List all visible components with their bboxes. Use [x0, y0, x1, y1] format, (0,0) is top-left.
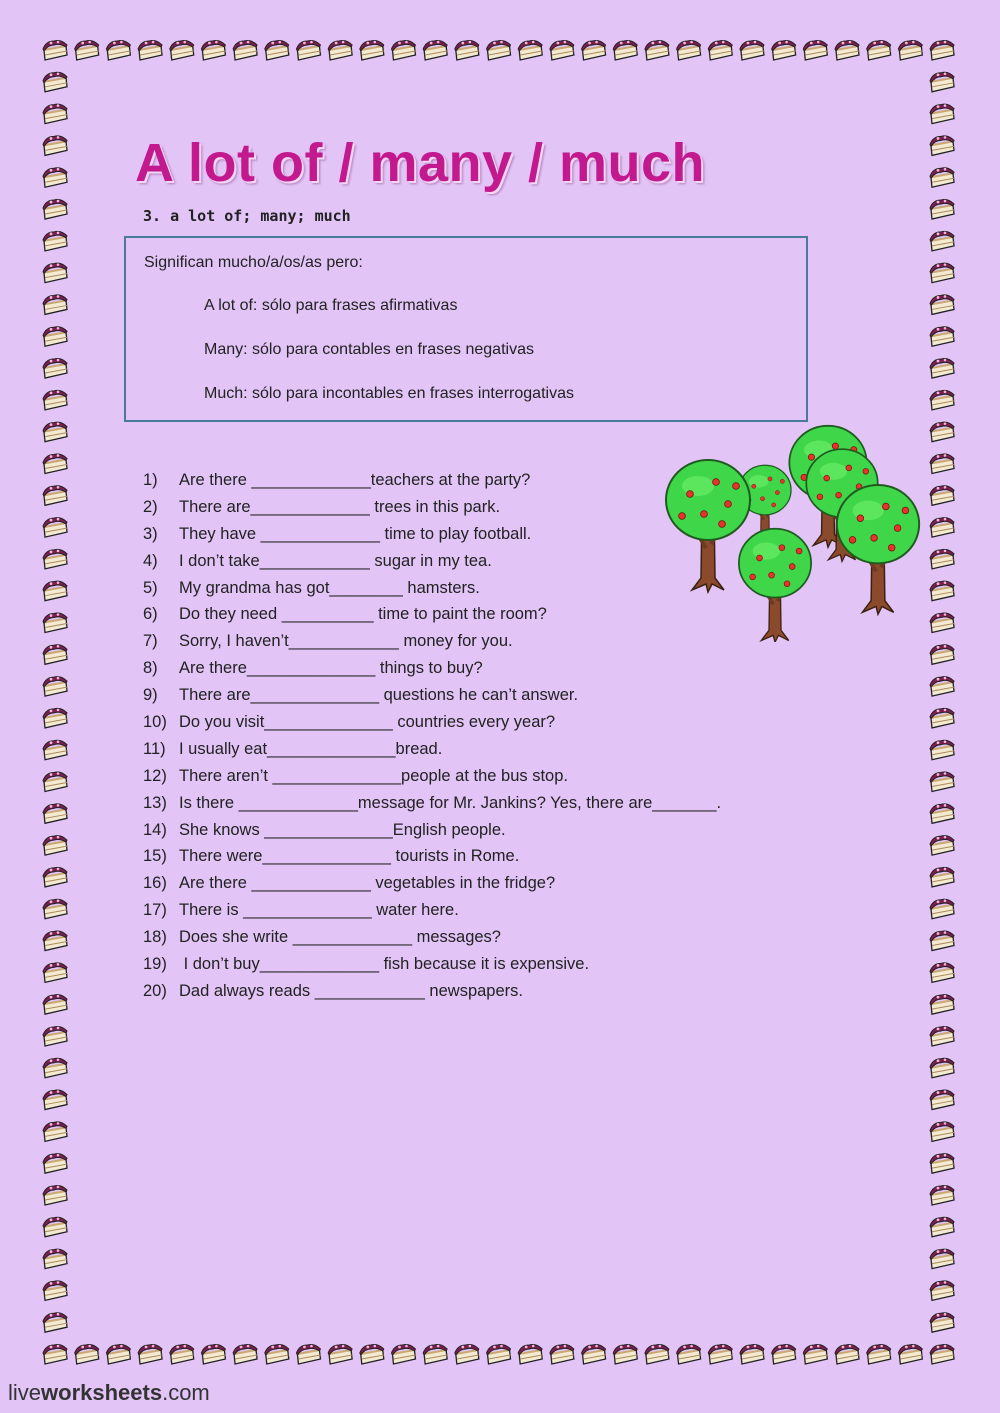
tree-left — [666, 460, 750, 592]
cake-icon — [43, 963, 67, 983]
cake-icon — [930, 168, 954, 188]
cake-icon — [867, 41, 891, 61]
exercise-item — [143, 845, 721, 872]
item-sentence: Do they need __________ time to paint the room? — [179, 605, 547, 624]
cake-icon — [75, 1345, 99, 1365]
item-number: 6) — [143, 605, 158, 624]
cake-icon — [930, 1026, 954, 1046]
cake-icon — [43, 1249, 67, 1269]
cake-icon — [43, 1026, 67, 1046]
cake-icon — [487, 1345, 511, 1365]
item-sentence: There were______________ tourists in Rome. — [179, 847, 520, 866]
rule-much: Much: sólo para incontables en frases interrogativas — [204, 385, 574, 402]
cake-icon — [772, 41, 796, 61]
exercise-item — [143, 496, 721, 523]
exercise-item — [143, 980, 721, 1007]
item-sentence: Do you visit______________ countries every year? — [179, 713, 556, 732]
item-number: 19) — [143, 955, 167, 974]
cake-icon — [43, 1217, 67, 1237]
cake-icon — [43, 549, 67, 569]
cake-icon — [740, 1345, 764, 1365]
cake-icon — [43, 1122, 67, 1142]
cake-icon — [106, 41, 130, 61]
item-number: 12) — [143, 766, 167, 785]
cake-icon — [930, 867, 954, 887]
tree-front — [739, 529, 811, 642]
rules-intro: Significan mucho/a/os/as pero: — [144, 254, 363, 271]
cake-icon — [265, 1345, 289, 1365]
cake-icon — [930, 740, 954, 760]
cake-icon — [613, 41, 637, 61]
cake-icon — [930, 804, 954, 824]
cake-icon — [43, 231, 67, 251]
item-sentence: Sorry, I haven’t____________ money for you. — [179, 632, 513, 651]
cake-icon — [867, 1345, 891, 1365]
cake-icon — [43, 1185, 67, 1205]
cake-icon — [740, 41, 764, 61]
exercise-item — [143, 684, 721, 711]
cake-icon — [550, 1345, 574, 1365]
cake-icon — [43, 1058, 67, 1078]
item-number: 3) — [143, 524, 158, 543]
item-number: 11) — [143, 739, 166, 758]
cake-icon — [170, 41, 194, 61]
cake-icon — [43, 72, 67, 92]
cake-icon — [835, 41, 859, 61]
cake-icon — [43, 1154, 67, 1174]
item-number: 20) — [143, 981, 167, 1000]
cake-icon — [233, 41, 257, 61]
item-sentence: Does she write _____________ messages? — [179, 928, 501, 947]
grammar-rules-box — [124, 236, 808, 422]
cake-icon — [930, 486, 954, 506]
cake-icon — [43, 104, 67, 124]
cake-icon — [930, 200, 954, 220]
cake-icon — [423, 41, 447, 61]
cake-icon — [930, 677, 954, 697]
cake-icon — [43, 359, 67, 379]
item-sentence: There is ______________ water here. — [179, 901, 459, 920]
cake-icon — [518, 41, 542, 61]
item-sentence: Dad always reads ____________ newspapers. — [179, 981, 523, 1000]
cake-icon — [43, 518, 67, 538]
cake-icon — [138, 1345, 162, 1365]
cake-icon — [930, 454, 954, 474]
cake-icon — [233, 1345, 257, 1365]
cake-icon — [391, 1345, 415, 1365]
cake-icon — [930, 1249, 954, 1269]
cake-icon — [75, 41, 99, 61]
item-number: 1) — [143, 471, 158, 489]
cake-icon — [930, 41, 954, 61]
cake-icon — [423, 1345, 447, 1365]
cake-icon — [930, 963, 954, 983]
cake-icon — [43, 772, 67, 792]
cake-icon — [930, 613, 954, 633]
item-number: 18) — [143, 928, 167, 947]
cake-icon — [43, 486, 67, 506]
item-number: 2) — [143, 497, 158, 516]
cake-icon — [296, 41, 320, 61]
cake-icon — [43, 613, 67, 633]
exercise-item — [143, 899, 721, 926]
item-number: 16) — [143, 874, 167, 893]
cake-icon — [835, 1345, 859, 1365]
cake-icon — [613, 1345, 637, 1365]
cake-icon — [43, 422, 67, 442]
cake-icon — [43, 995, 67, 1015]
cake-icon — [930, 549, 954, 569]
item-sentence: Are there _____________ vegetables in the fridge? — [179, 874, 556, 893]
cake-icon — [645, 1345, 669, 1365]
cake-icon — [328, 1345, 352, 1365]
cake-icon — [455, 1345, 479, 1365]
cake-icon — [138, 41, 162, 61]
cake-icon — [677, 1345, 701, 1365]
rule-a-lot-of: A lot of: sólo para frases afirmativas — [204, 297, 458, 314]
item-number: 5) — [143, 578, 158, 597]
cake-icon — [930, 1154, 954, 1174]
cake-icon — [930, 772, 954, 792]
cake-icon — [930, 136, 954, 156]
cake-icon — [360, 41, 384, 61]
cake-icon — [930, 1313, 954, 1333]
cake-icon — [930, 931, 954, 951]
cake-icon — [930, 995, 954, 1015]
cake-icon — [930, 422, 954, 442]
exercise-item — [143, 550, 721, 577]
footer-logo — [8, 1380, 210, 1406]
exercise-list — [143, 469, 721, 1007]
cake-icon — [930, 295, 954, 315]
cake-icon — [43, 454, 67, 474]
item-sentence: There are_____________ trees in this park. — [179, 497, 501, 516]
item-number: 17) — [143, 901, 167, 920]
item-sentence: They have _____________ time to play football. — [179, 524, 532, 543]
cake-icon — [43, 41, 67, 61]
cake-icon — [43, 1345, 67, 1365]
exercise-item — [143, 577, 721, 604]
cake-icon — [455, 41, 479, 61]
cake-icon — [43, 200, 67, 220]
cake-icon — [43, 1090, 67, 1110]
cake-icon — [43, 390, 67, 410]
item-number: 4) — [143, 551, 158, 570]
cake-icon — [930, 1122, 954, 1142]
cake-icon — [898, 41, 922, 61]
cake-icon — [296, 1345, 320, 1365]
cake-icon — [930, 104, 954, 124]
cake-icon — [930, 1281, 954, 1301]
cake-icon — [487, 41, 511, 61]
page-title: A lot of / many / much — [135, 133, 706, 193]
cake-icon — [930, 1345, 954, 1365]
cake-icon — [106, 1345, 130, 1365]
cake-icon — [43, 740, 67, 760]
exercise-item — [143, 953, 721, 980]
cake-icon — [43, 327, 67, 347]
cake-icon — [328, 41, 352, 61]
exercise-item — [143, 819, 721, 846]
cake-icon — [772, 1345, 796, 1365]
cake-icon — [930, 899, 954, 919]
cake-icon — [898, 1345, 922, 1365]
cake-icon — [170, 1345, 194, 1365]
item-sentence: I don’t take____________ sugar in my tea. — [179, 551, 492, 570]
item-sentence: I usually eat______________bread. — [179, 739, 443, 758]
cake-icon — [930, 1185, 954, 1205]
item-sentence: Is there _____________message for Mr. Jankins? Yes, there are_______. — [179, 793, 722, 812]
item-number: 9) — [143, 686, 158, 705]
cake-icon — [645, 41, 669, 61]
cake-icon — [43, 168, 67, 188]
cake-icon — [930, 645, 954, 665]
exercise-item — [143, 523, 721, 550]
cake-icon — [43, 899, 67, 919]
exercise-heading: 3. a lot of; many; much — [143, 207, 351, 225]
tree-right — [837, 485, 919, 614]
apple-trees-illustration — [660, 420, 922, 642]
cake-icon — [930, 390, 954, 410]
cake-icon — [930, 327, 954, 347]
exercise-item — [143, 469, 721, 496]
exercise-item — [143, 872, 721, 899]
cake-icon — [43, 295, 67, 315]
cake-icon — [43, 645, 67, 665]
cake-icon — [930, 263, 954, 283]
cake-icon — [43, 1281, 67, 1301]
exercise-item — [143, 711, 721, 738]
exercise-item — [143, 738, 721, 765]
cake-icon — [803, 41, 827, 61]
cake-icon — [582, 41, 606, 61]
exercise-item — [143, 603, 721, 630]
item-number: 8) — [143, 659, 158, 678]
cake-icon — [708, 41, 732, 61]
item-sentence: Are there _____________teachers at the party? — [179, 471, 531, 489]
exercise-item — [143, 657, 721, 684]
item-sentence: She knows ______________English people. — [179, 820, 506, 839]
cake-icon — [391, 41, 415, 61]
logo-suffix: .com — [162, 1380, 210, 1405]
exercise-item — [143, 926, 721, 953]
item-number: 15) — [143, 847, 167, 866]
cake-icon — [43, 931, 67, 951]
cake-icon — [518, 1345, 542, 1365]
cake-icon — [930, 1217, 954, 1237]
item-sentence: My grandma has got________ hamsters. — [179, 578, 480, 597]
cake-icon — [708, 1345, 732, 1365]
item-sentence: Are there______________ things to buy? — [179, 659, 483, 678]
cake-icon — [930, 359, 954, 379]
cake-icon — [201, 1345, 225, 1365]
cake-icon — [930, 1090, 954, 1110]
logo-prefix: live — [8, 1380, 42, 1405]
cake-icon — [677, 41, 701, 61]
item-number: 7) — [143, 632, 158, 651]
cake-icon — [803, 1345, 827, 1365]
item-number: 14) — [143, 820, 167, 839]
cake-icon — [43, 867, 67, 887]
cake-icon — [43, 677, 67, 697]
rule-many: Many: sólo para contables en frases negativas — [204, 341, 534, 358]
cake-icon — [930, 836, 954, 856]
cake-icon — [582, 1345, 606, 1365]
cake-icon — [930, 1058, 954, 1078]
cake-icon — [43, 136, 67, 156]
cake-icon — [43, 836, 67, 856]
cake-icon — [265, 41, 289, 61]
cake-icon — [43, 708, 67, 728]
cake-icon — [43, 263, 67, 283]
item-number: 10) — [143, 713, 167, 732]
exercise-item — [143, 792, 721, 819]
cake-icon — [360, 1345, 384, 1365]
cake-icon — [43, 581, 67, 601]
cake-icon — [43, 1313, 67, 1333]
cake-icon — [201, 41, 225, 61]
item-sentence: I don’t buy_____________ fish because it is expensive. — [179, 955, 590, 974]
item-number: 13) — [143, 793, 167, 812]
item-sentence: There are______________ questions he can’t answer. — [179, 686, 579, 705]
cake-icon — [43, 804, 67, 824]
cake-icon — [930, 231, 954, 251]
cake-icon — [930, 518, 954, 538]
item-sentence: There aren’t ______________people at the bus stop. — [179, 766, 568, 785]
exercise-item — [143, 765, 721, 792]
cake-icon — [930, 708, 954, 728]
cake-icon — [930, 72, 954, 92]
logo-brand: worksheets — [41, 1380, 163, 1405]
cake-icon — [550, 41, 574, 61]
cake-icon — [930, 581, 954, 601]
exercise-item — [143, 630, 721, 657]
